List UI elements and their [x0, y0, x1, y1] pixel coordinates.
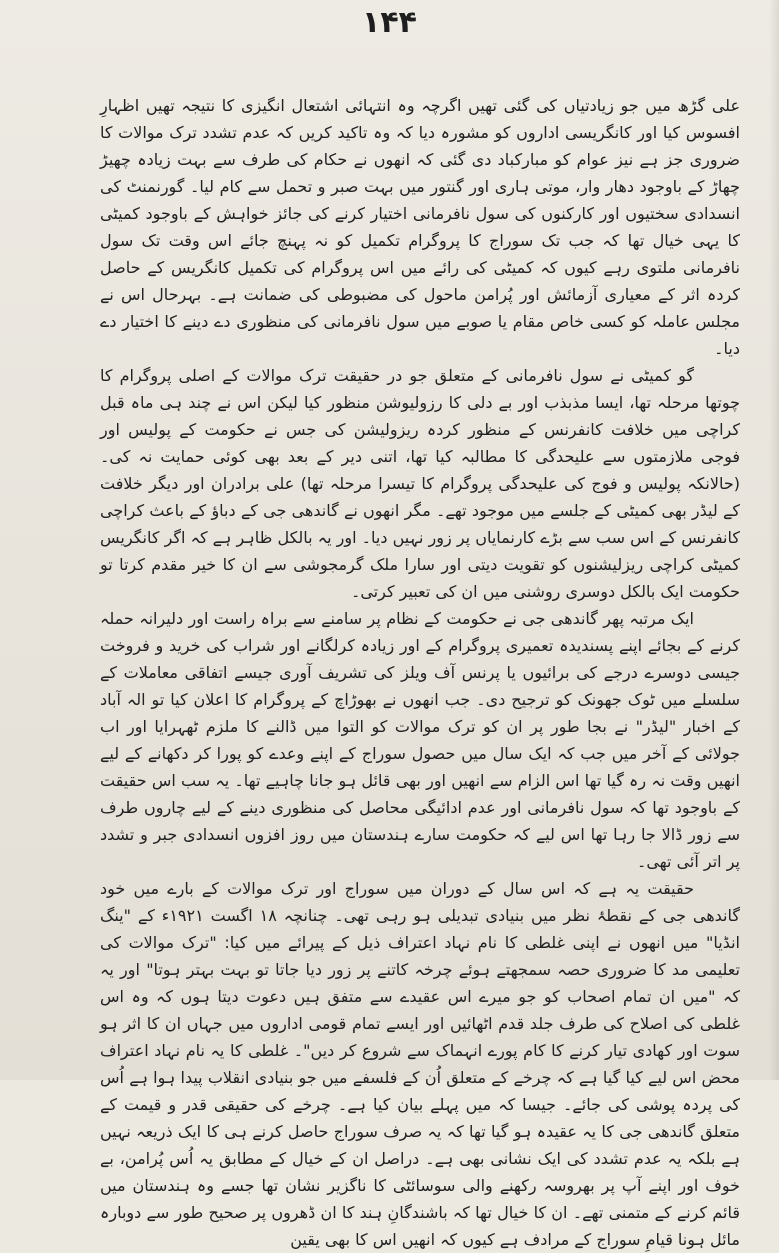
paragraph-1: علی گڑھ میں جو زیادتیاں کی گئی تھیں اگرچہ وہ انتہائی اشتعال انگیزی کا نتیجہ تھیں اظہارِ افسوس کیا اور کانگریسی اداروں کو مشورہ دیا کہ وہ تاکید کریں کہ عدم تشدد ترک موالات کا ضروری جز ہے نیز عوام کو مبارکباد دی گئی کہ انھوں نے حکام کی طرف سے بہت زیادہ چھیڑ چھاڑ کے باوجود دھار وار، موتی ہاری اور گنتور میں بہت صبر و تحمل سے کام لیا۔ گورنمنٹ کی انسدادی سختیوں اور کارکنوں کی سول نافرمانی اختیار کرنے کی جائز خواہش کے باوجود کمیٹی کا یہی خیال تھا کہ جب تک سوراج کا پروگرام تکمیل کو نہ پہنچ جائے اس وقت تک سول نافرمانی ملتوی رہے کیوں کہ کمیٹی کی رائے میں اس پروگرام کی تکمیل کانگریس کے حاصل کردہ اثر کے معیاری آزمائش اور پُرامن ماحول کی مضبوطی کی ضمانت ہے۔ بہرحال اس نے مجلس عاملہ کو کسی خاص مقام یا صوبے میں سول نافرمانی کی منظوری دے دینے کا اختیار دے دیا۔: [100, 96, 740, 358]
page-number: ۱۴۴: [362, 5, 417, 40]
paragraph-3: ایک مرتبہ پھر گاندھی جی نے حکومت کے نظام پر سامنے سے براہ راست اور دلیرانہ حملہ کرنے کے بجائے اپنے پسندیدہ تعمیری پروگرام کے اور زیادہ کرلگانے اور شراب کی خرید و فروخت جیسی دوسرے درجے کی برائیوں یا پرنس آف ویلز کی تشریف آوری جیسے اتفاقی معاملات کے سلسلے میں ٹوک جھونک کو ترجیح دی۔ جب انھوں نے بھوڑاچ کے پروگرام کا اعلان کیا تو الہ آباد کے اخبار "لیڈر" نے بجا طور پر ان کو ترک موالات کو التوا میں ڈالنے کا ملزم ٹھہرایا اور اب جولائی کے آخر میں جب کہ ایک سال میں حصول سوراج کے اپنے وعدے کو پورا کر دکھانے کے لیے انھیں وقت نہ رہ گیا تھا اس الزام سے انھیں اور بھی قائل ہو جانا چاہیے تھا۔ یہ سب اس حقیقت کے باوجود تھا کہ سول نافرمانی اور عدم ادائیگی محاصل کی منظوری دینے کے لیے چاروں طرف سے زور ڈالا جا رہا تھا اس لیے کہ حکومت سارے ہندستان میں روز افزوں انسدادی جبر و تشدد پر اتر آئی تھی۔: [100, 609, 740, 871]
scan-shadow-edge: [769, 0, 779, 1080]
paragraph-2: گو کمیٹی نے سول نافرمانی کے متعلق جو در حقیقت ترک موالات کے اصلی پروگرام کا چوتھا مرحلہ تھا، ایسا مذبذب اور بے دلی کا رزولیوشن منظور کیا لیکن اس نے چند ہی ماہ قبل کراچی میں خلافت کانفرنس کے منظور کردہ ریزولیشن کی جس نے حکومت کے پولیس اور فوجی ملازمتوں سے علیحدگی کا مطالبہ کیا تھا، اتنی دیر کے بعد بھی کوئی حمایت نہ کی۔ (حالانکہ پولیس و فوج کی علیحدگی پروگرام کا تیسرا مرحلہ تھا) علی برادران اور دیگر خلافت کے لیڈر بھی کمیٹی کے جلسے میں موجود تھے۔ مگر انھوں نے گاندھی جی کے دباؤ کے باعث کراچی کانفرنس کے اس سب سے بڑے کارنمایاں پر زور نہیں دیا۔ اور یہ بالکل ظاہر ہے کہ اگر کانگریس کمیٹی کراچی ریزلیشنوں کو تقویت دیتی اور سارا ملک گرمجوشی سے ان کا خیر مقدم کرتا تو حکومت ایک بالکل دوسری روشنی میں ان کی تعبیر کرتی۔: [100, 366, 740, 601]
paragraph-4: حقیقت یہ ہے کہ اس سال کے دوران میں سوراج اور ترک موالات کے بارے میں خود گاندھی جی کے نقطۂ نظر میں بنیادی تبدیلی ہو رہی تھی۔ چنانچہ ۱۸ اگست ۱۹۲۱ء کے "ینگ انڈیا" میں انھوں نے اپنی غلطی کا نام نہاد اعتراف ذیل کے پیرائے میں کیا: "ترک موالات کی تعلیمی مد کا ضروری حصہ سمجھتے ہوئے چرخہ کاتنے پر زور دیا جاتا تو بہت بہتر ہوتا" اور یہ کہ "میں ان تمام اصحاب کو جو میرے اس عقیدے سے متفق ہیں دعوت دیتا ہوں کہ وہ اس غلطی کی اصلاح کی طرف جلد قدم اٹھائیں اور ایسے تمام قومی اداروں میں جہاں ان کا اثر ہو سوت اور کھادی تیار کرنے کا کام پورے انہماک سے شروع کر دیں"۔ غلطی کا یہ نام نہاد اعتراف محض اس لیے کیا گیا ہے کہ چرخے کے متعلق اُن کے فلسفے میں جو بنیادی انقلاب پیدا ہوا ہے اُس کی پردہ پوشی کی جائے۔ جیسا کہ میں پہلے بیان کیا ہے۔ چرخے کی حقیقی قدر و قیمت کے متعلق گاندھی جی کا یہ عقیدہ ہو گیا تھا کہ یہ صرف سوراج حاصل کرنے ہی کا ایک ذریعہ نہیں ہے بلکہ یہ عدم تشدد کی ایک نشانی بھی ہے۔ دراصل ان کے خیال کے مطابق یہ اُس پُرامن، بے خوف اور اپنے آپ پر بھروسہ رکھنے والی سوسائٹی کا ناگزیر نشان تھا جسے وہ ہندستان میں قائم کرنے کے متمنی تھے۔ ان کا خیال تھا کہ باشندگانِ ہند کا ان ڈھروں پر صحیح طور سے دوبارہ مائل ہونا قیامِ سوراج کے مرادف ہے کیوں کہ انھیں اس کا بھی یقین: [100, 879, 741, 1249]
body-text: [100, 92, 740, 1253]
